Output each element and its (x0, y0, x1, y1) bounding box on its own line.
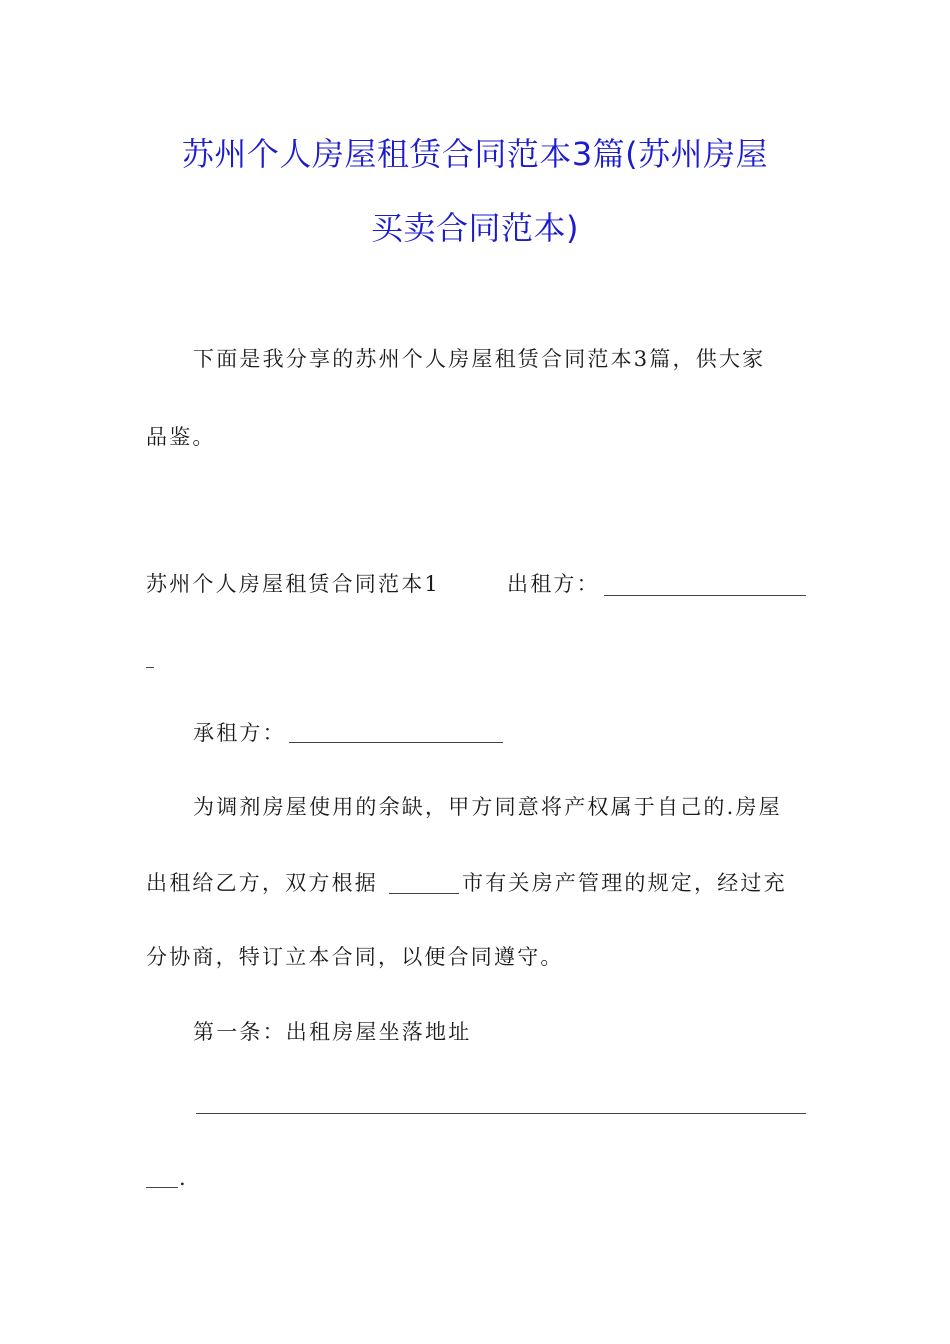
clause-1-line-2a: 出租给乙方，双方根据 (146, 871, 378, 895)
city-blank (389, 893, 459, 894)
lessor-label: 出租方： (507, 572, 600, 596)
address-blank-continued (146, 1187, 178, 1188)
document-title-line-1: 苏州个人房屋租赁合同范本3篇(苏州房屋 (181, 135, 769, 173)
clause-1-line-2b: 市有关房产管理的规定，经过充 (462, 871, 787, 895)
clause-1-line-3: 分协商，特订立本合同，以便合同遵守。 (146, 945, 564, 969)
lessee-label: 承租方： (193, 721, 286, 745)
contract-1-heading: 苏州个人房屋租赁合同范本1 (146, 572, 440, 596)
intro-line-1: 下面是我分享的苏州个人房屋租赁合同范本3篇，供大家 (193, 347, 766, 371)
document-title-line-2: 买卖合同范本) (371, 209, 579, 247)
article-1-heading: 第一条：出租房屋坐落地址 (193, 1020, 472, 1044)
lessee-blank (289, 742, 503, 743)
lessor-blank-continued (146, 667, 154, 668)
address-blank (196, 1113, 806, 1114)
clause-1-line-1: 为调剂房屋使用的余缺，甲方同意将产权属于自己的.房屋 (193, 795, 782, 819)
lessor-blank (604, 595, 806, 596)
intro-line-2: 品鉴。 (146, 425, 216, 449)
address-period: . (179, 1166, 186, 1190)
